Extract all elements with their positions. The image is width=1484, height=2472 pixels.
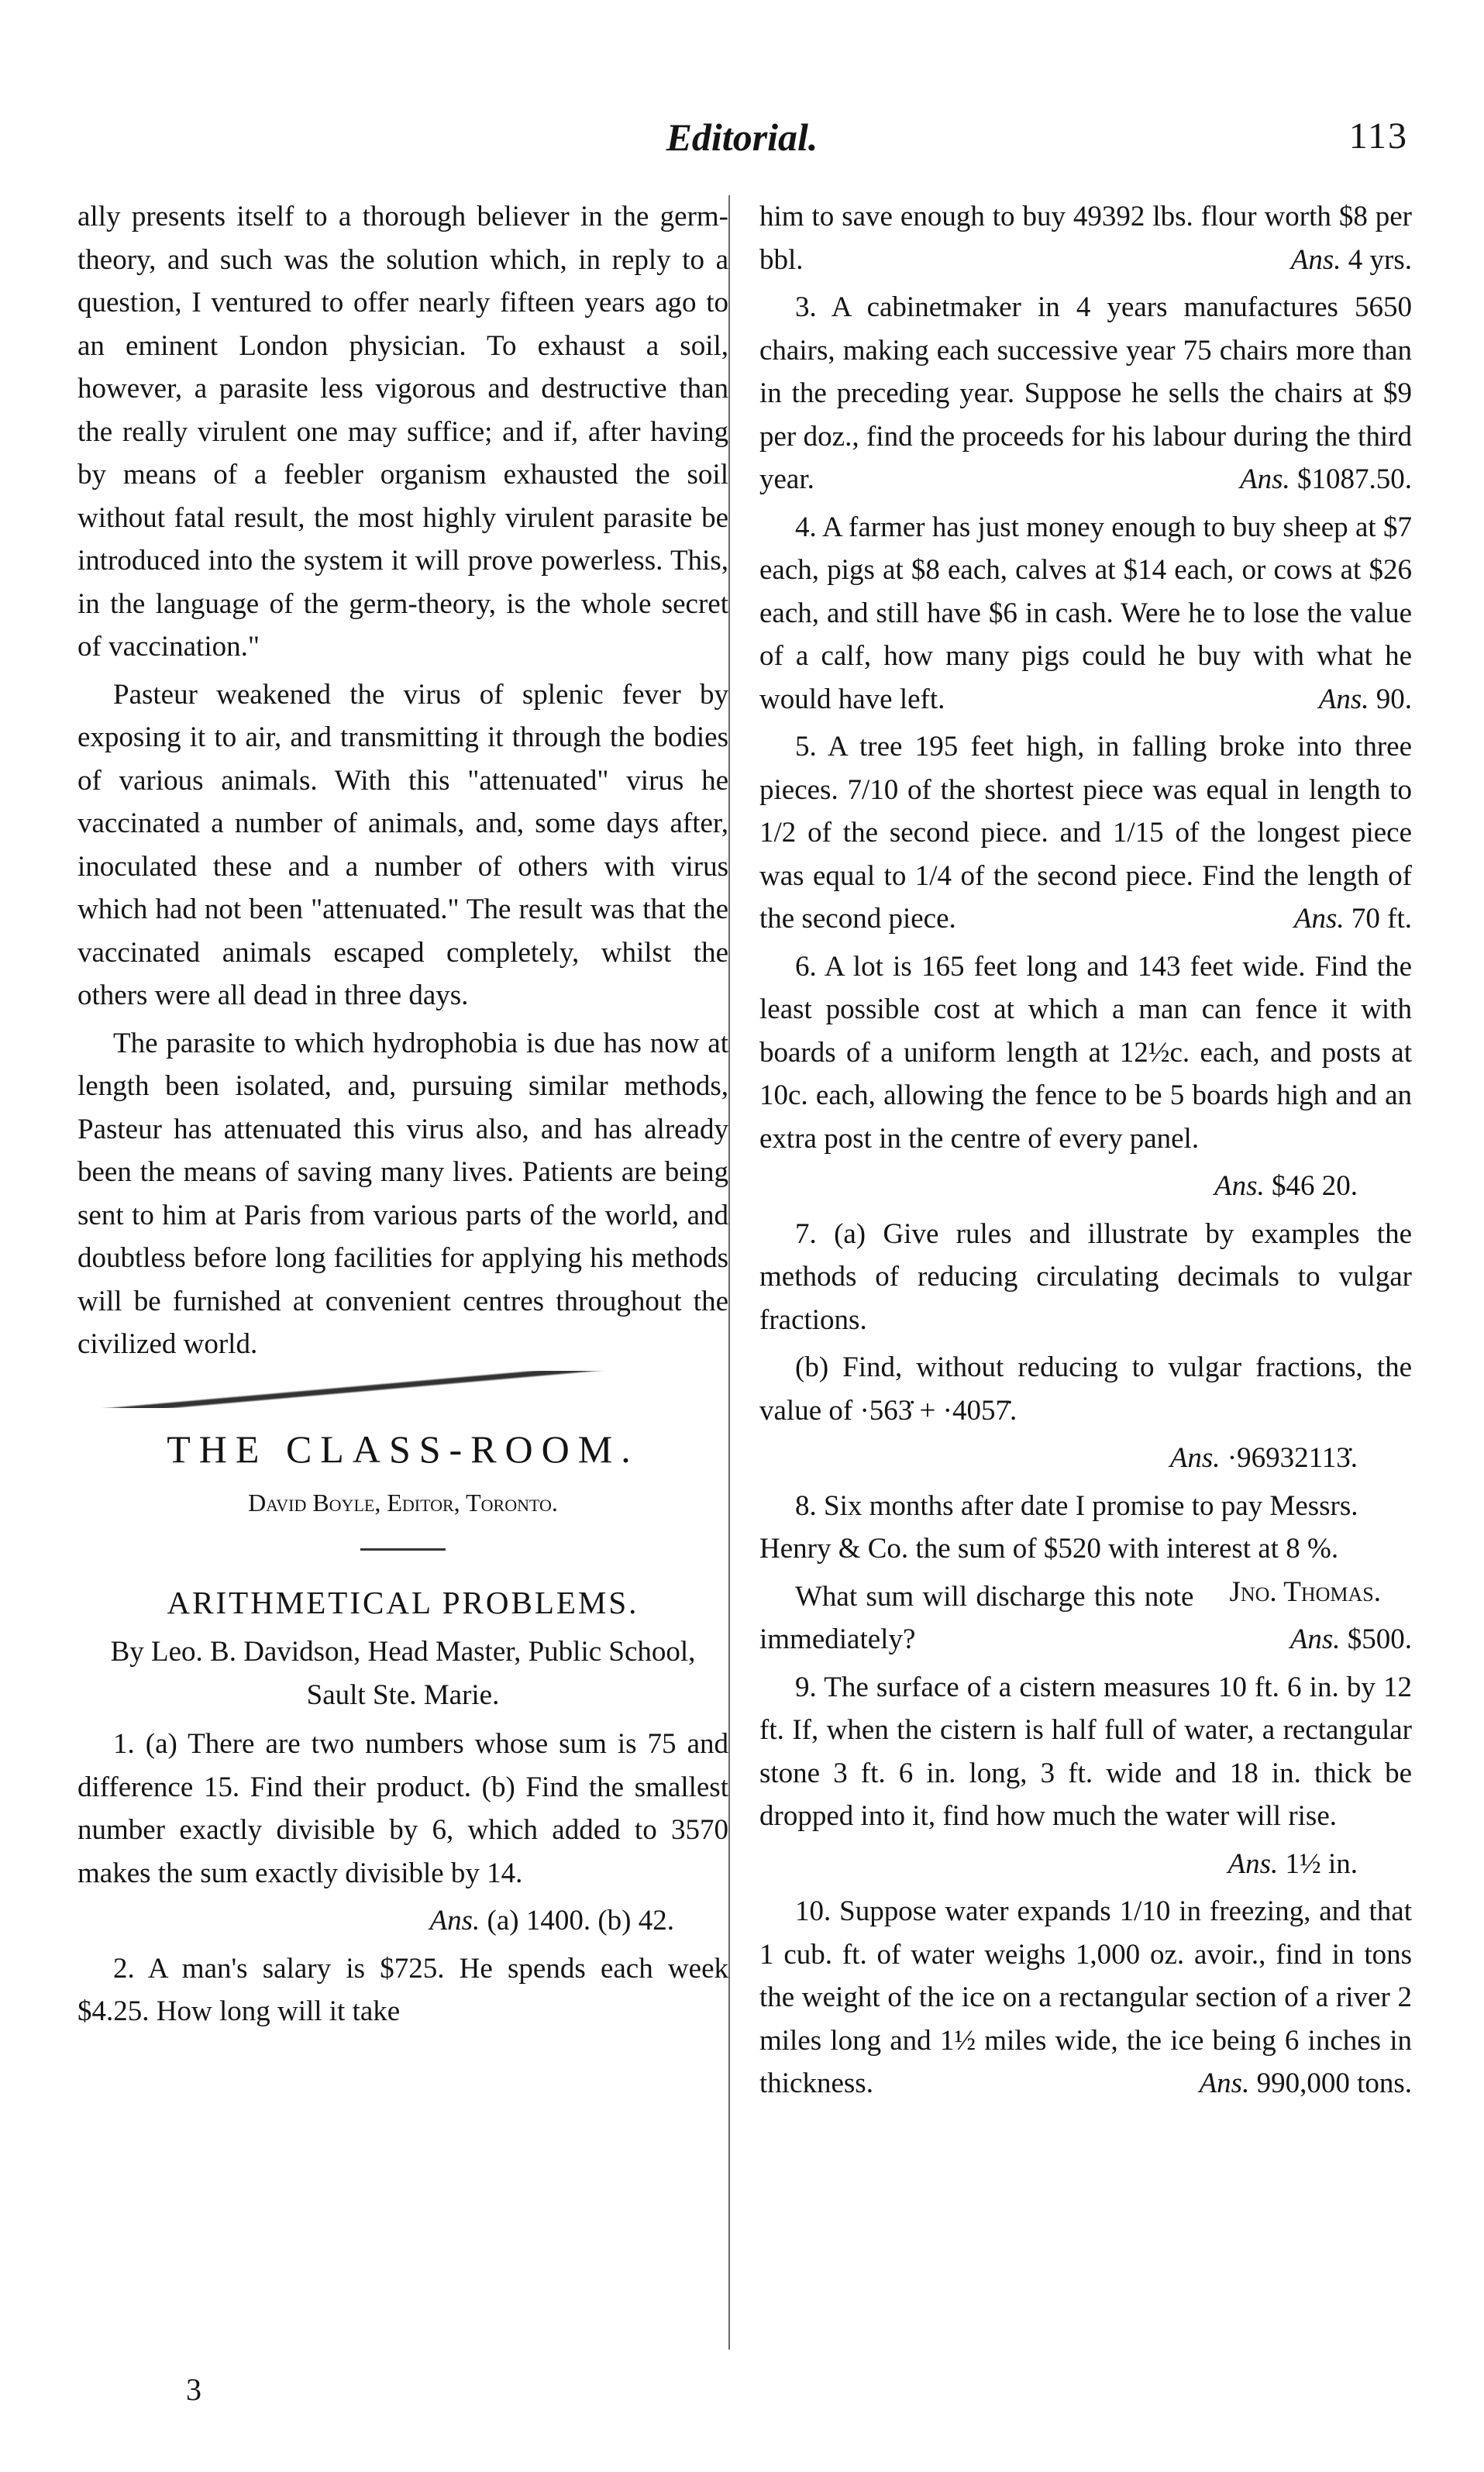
problem-9: 9. The surface of a cistern measures 10 ft. 6 in. by 12 ft. If, when the cistern is half full of water, a rectangular stone 3 ft. 6 in. long, 3 ft. wide and 18 in. thick be dropped into it, find how much the water will rise. [759,1671,1412,1832]
problem-3-answer [1204,458,1412,501]
answer-value: 70 ft. [1351,903,1412,935]
problem-4-answer [1283,678,1412,721]
answer-label: Ans. [1290,243,1341,276]
problem-6-answer [759,1165,1412,1208]
problem-9-answer [759,1843,1412,1886]
byline: By Leo. B. Davidson, Head Master, Public School, Sault Ste. Marie. [110,1636,696,1711]
answer-label: Ans. [1227,1847,1279,1880]
answer-label: Ans. [1318,683,1369,715]
answer-value: $500. [1347,1623,1412,1655]
answer-label: Ans. [1169,1442,1221,1474]
problem-5-answer [1258,897,1412,941]
problem-7a: 7. (a) Give rules and illustrate by examples the methods of reducing circulating decimals to vulgar fractions. [759,1217,1412,1336]
answer-label: Ans. [1199,2067,1250,2099]
problem-1: 1. (a) There are two numbers whose sum is 75 and difference 15. Find their product. (b) Find the smallest number exactly divisible by 6, which added to 3570 makes the sum exactly divisible by 14. [77,1728,728,1889]
problem-10-answer [1164,2062,1412,2105]
answer-value: 90. [1376,683,1412,715]
short-rule [360,1548,446,1551]
section-divider [77,1371,713,1408]
paragraph-hydrophobia: The parasite to which hydrophobia is due has now at length been isolated, and, pursuing similar methods, Pasteur has attenuated this virus also, and has already been the means of saving many lives. Patients are being sent to him at Paris from various parts of the world, and doubtless before long facilities for applying his methods will be furnished at convenient centres throughout the civilized world. [77,1027,728,1360]
problem-1-answer [77,1899,728,1943]
problem-10 [759,1890,1412,2105]
column-rule [728,195,730,2350]
answer-value: 990,000 tons. [1256,2067,1412,2099]
problem-2-text: him to save enough to buy 49392 lbs. flour worth $8 per bbl. [759,201,1412,276]
answer-label: Ans. [429,1905,480,1937]
problem-10-text: 10. Suppose water expands 1/10 in freezing, and that 1 cub. ft. of water weighs 1,000 oz. avoir., find in tons the weight of the ice on a rectangular section of a river 2 miles long and 1½ miles wide, the ice being 6 inches in thickness. [759,1895,1412,2099]
problem-8 [759,1485,1412,1608]
problem-7b: (b) Find, without reducing to vulgar fractions, the value of ·563̇ + ·4057̇. [759,1351,1412,1427]
editor-line: David Boyle, Editor, Toronto. [248,1489,558,1517]
problem-5 [759,725,1412,941]
problem-5-text: 5. A tree 195 feet high, in falling broke into three pieces. 7/10 of the shortest piece was equal in length to 1/2 of the second piece. and 1/15 of the longest piece was equal to 1/4 of the second piece. Find the length of the second piece. [759,731,1412,935]
article-title: ARITHMETICAL PROBLEMS. [167,1584,639,1620]
problem-6: 6. A lot is 165 feet long and 143 feet wide. Find the least possible cost at which a man can fence it with boards of a uniform length at 12½c. each, and posts at 10c. each, allowing the fence to be 5 boards high and an extra post in the centre of every panel. [759,950,1412,1155]
problem-7-answer [759,1437,1412,1480]
problem-8-answer [1255,1618,1412,1661]
left-column [77,195,728,2038]
page-number: 113 [1348,115,1408,157]
running-head [0,115,1484,161]
paragraph-pasteur: Pasteur weakened the virus of splenic fever by exposing it to air, and transmitting it through the bodies of various animals. With this "attenuated" virus he vaccinated a number of animals, and, some days after, inoculated these and a number of others with virus which had not been "attenuated." The result was that the vaccinated animals escaped completely, whilst the others were all dead in three days. [77,678,728,1011]
answer-label: Ans. [1289,1623,1341,1655]
answer-value: 1½ in. [1285,1847,1358,1880]
problem-2-continued [759,195,1412,281]
note-signature: Jno. Thomas. [1229,1575,1381,1608]
problem-2-answer [1291,239,1412,282]
answer-label: Ans. [1240,463,1290,495]
right-column [759,195,1412,2110]
answer-value: (a) 1400. (b) 42. [487,1905,674,1937]
signature-mark: 3 [186,2372,201,2407]
problem-3-text: 3. A cabinetmaker in 4 years manufactures 5650 chairs, making each successive year 75 chairs more than in the preceding year. Suppose he sells the chairs at $9 per doz., find the proceeds for his labour during the third year. [759,291,1412,495]
answer-value: ·96932113̇. [1227,1442,1358,1474]
problem-2-start: 2. A man's salary is $725. He spends each week $4.25. How long will it take [77,1952,728,2027]
paragraph-vaccination: ally presents itself to a thorough believer in the germ-theory, and such was the solution which, in reply to a question, I ventured to offer nearly fifteen years ago to an eminent London physician. To exhaust a soil, however, a parasite less vigorous and destructive than the really virulent one may suffice; and if, after having by means of a feebler organism exhausted the soil without fatal result, the most highly virulent parasite be introduced into the system it will prove powerless. This, in the language of the germ-theory, is the whole secret of vaccination." [77,201,728,663]
answer-value: 4 yrs. [1348,243,1412,276]
section-title: THE CLASS-ROOM. [167,1427,639,1471]
answer-value: $1087.50. [1297,463,1412,495]
answer-label: Ans. [1293,903,1345,935]
problem-8-text: 8. Six months after date I promise to pay Messrs. Henry & Co. the sum of $520 with interest at 8 %. [759,1489,1358,1565]
problem-4-text: 4. A farmer has just money enough to buy sheep at $7 each, pigs at $8 each, calves at $14 each, or cows at $26 each, and still have $6 in cash. Were he to lose the value of a calf, how many pigs could he buy with what he would have left. [759,511,1412,715]
answer-value: $46 20. [1272,1170,1358,1202]
running-title: Editorial. [666,115,818,159]
problem-8-question-text: What sum will discharge this note immediately? [759,1580,1194,1655]
answer-label: Ans. [1214,1170,1265,1202]
problem-3 [759,286,1412,501]
problem-4 [759,506,1412,721]
